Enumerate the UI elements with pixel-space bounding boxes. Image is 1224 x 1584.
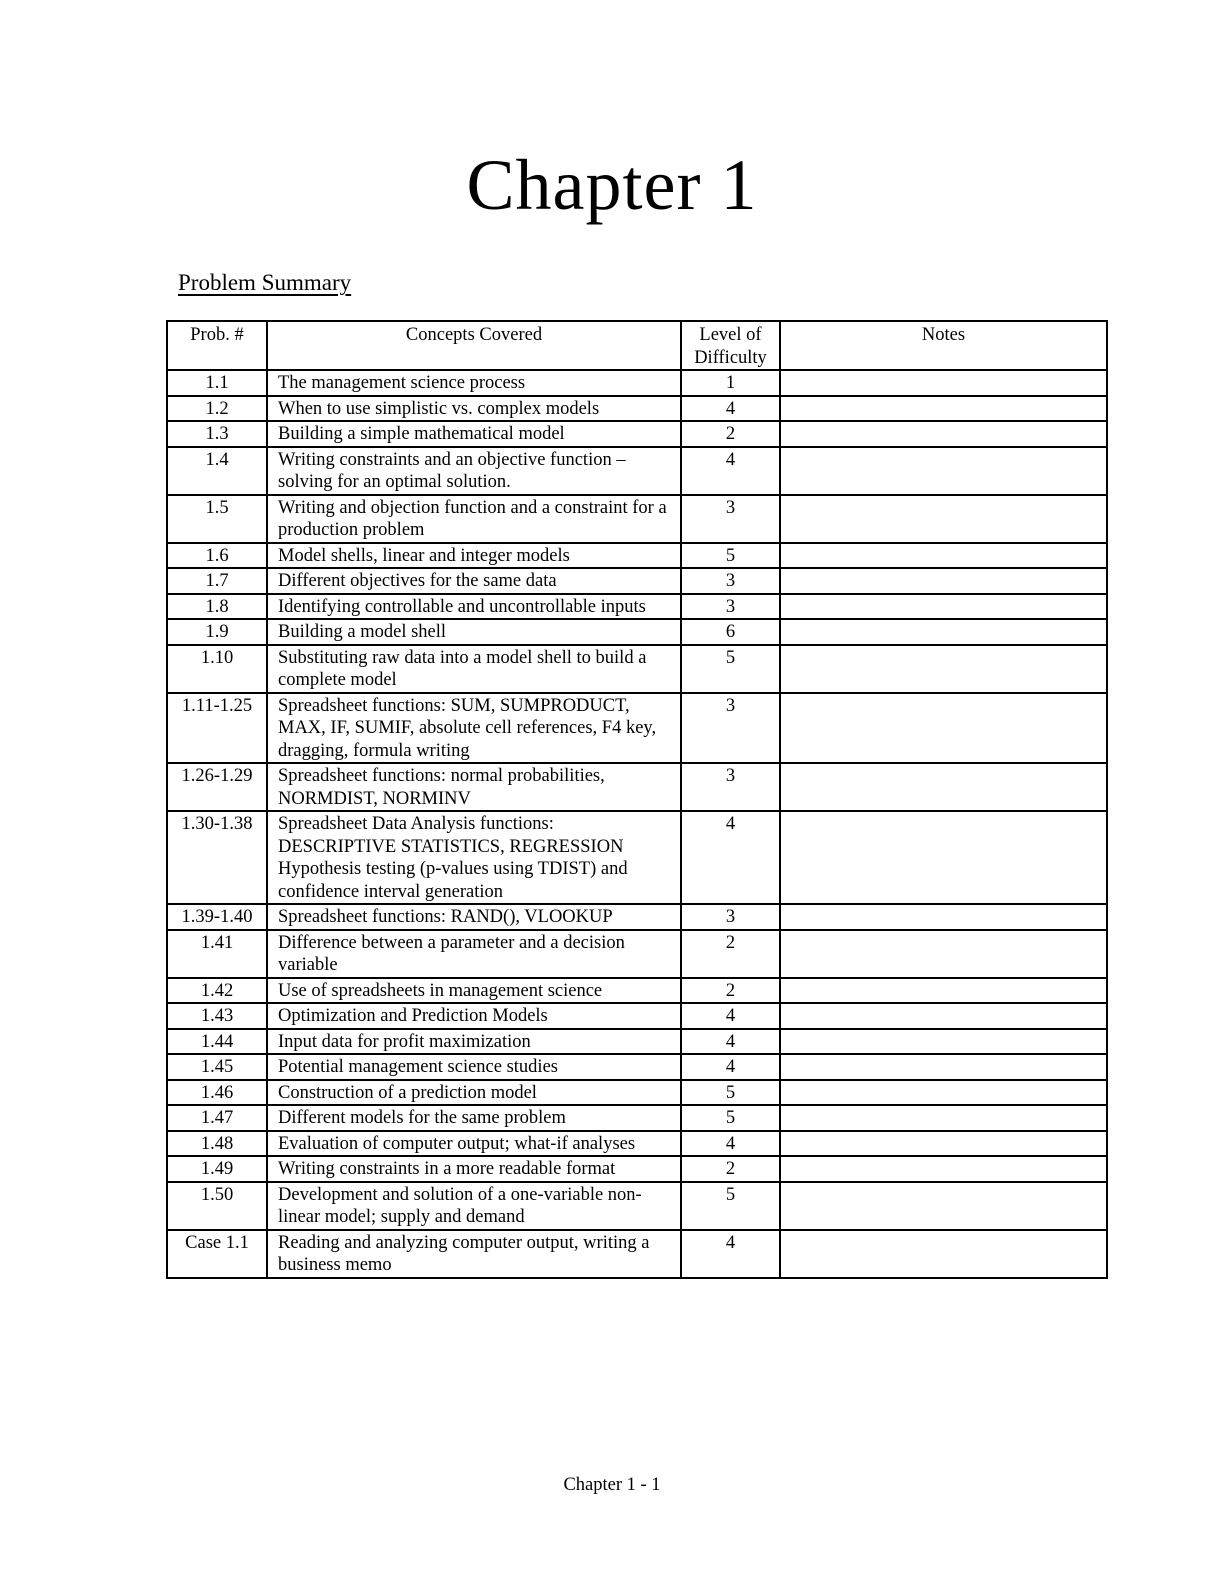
cell-concepts-covered: Building a model shell (267, 619, 681, 645)
cell-level-of-difficulty: 4 (681, 1029, 780, 1055)
cell-notes (780, 693, 1107, 764)
cell-level-of-difficulty: 4 (681, 811, 780, 904)
cell-concepts-covered: Optimization and Prediction Models (267, 1003, 681, 1029)
chapter-title: Chapter 1 (466, 145, 758, 225)
cell-notes (780, 568, 1107, 594)
cell-prob-number: 1.42 (167, 978, 267, 1004)
cell-notes (780, 811, 1107, 904)
table-row (167, 619, 1107, 645)
table-row (167, 1029, 1107, 1055)
cell-prob-number: 1.43 (167, 1003, 267, 1029)
cell-notes (780, 1182, 1107, 1230)
cell-prob-number: 1.8 (167, 594, 267, 620)
table-header (167, 321, 1107, 370)
cell-level-of-difficulty: 5 (681, 1080, 780, 1106)
cell-prob-number: 1.6 (167, 543, 267, 569)
table-row (167, 1054, 1107, 1080)
page-footer: Chapter 1 - 1 (563, 1475, 661, 1495)
table-row (167, 1080, 1107, 1106)
header-prob: Prob. # (167, 321, 267, 370)
table-row (167, 447, 1107, 495)
cell-prob-number: 1.46 (167, 1080, 267, 1106)
cell-notes (780, 396, 1107, 422)
header-level: Level of Difficulty (681, 321, 780, 370)
cell-level-of-difficulty: 5 (681, 645, 780, 693)
cell-notes (780, 619, 1107, 645)
table-row (167, 904, 1107, 930)
cell-concepts-covered: When to use simplistic vs. complex models (267, 396, 681, 422)
cell-notes (780, 978, 1107, 1004)
cell-notes (780, 1105, 1107, 1131)
cell-level-of-difficulty: 5 (681, 1182, 780, 1230)
cell-concepts-covered: Writing constraints in a more readable format (267, 1156, 681, 1182)
cell-level-of-difficulty: 4 (681, 396, 780, 422)
cell-level-of-difficulty: 2 (681, 421, 780, 447)
cell-concepts-covered: Identifying controllable and uncontrollable inputs (267, 594, 681, 620)
cell-prob-number: 1.47 (167, 1105, 267, 1131)
cell-notes (780, 1054, 1107, 1080)
cell-concepts-covered: Potential management science studies (267, 1054, 681, 1080)
cell-level-of-difficulty: 3 (681, 568, 780, 594)
table-row (167, 1230, 1107, 1278)
table-row (167, 421, 1107, 447)
cell-level-of-difficulty: 4 (681, 1131, 780, 1157)
cell-prob-number: 1.4 (167, 447, 267, 495)
cell-level-of-difficulty: 4 (681, 1003, 780, 1029)
cell-concepts-covered: Construction of a prediction model (267, 1080, 681, 1106)
cell-level-of-difficulty: 3 (681, 763, 780, 811)
cell-notes (780, 1156, 1107, 1182)
cell-prob-number: 1.5 (167, 495, 267, 543)
cell-prob-number: 1.11-1.25 (167, 693, 267, 764)
cell-concepts-covered: Evaluation of computer output; what-if analyses (267, 1131, 681, 1157)
cell-level-of-difficulty: 3 (681, 693, 780, 764)
cell-level-of-difficulty: 2 (681, 930, 780, 978)
cell-prob-number: 1.3 (167, 421, 267, 447)
cell-concepts-covered: Different objectives for the same data (267, 568, 681, 594)
cell-level-of-difficulty: 4 (681, 447, 780, 495)
table-row (167, 1131, 1107, 1157)
cell-level-of-difficulty: 4 (681, 1054, 780, 1080)
table-row (167, 978, 1107, 1004)
cell-notes (780, 930, 1107, 978)
header-row (167, 321, 1107, 370)
cell-level-of-difficulty: 5 (681, 543, 780, 569)
cell-notes (780, 1029, 1107, 1055)
cell-notes (780, 1131, 1107, 1157)
problem-summary-table (166, 320, 1108, 1279)
table-row (167, 594, 1107, 620)
cell-level-of-difficulty: 2 (681, 978, 780, 1004)
cell-prob-number: 1.45 (167, 1054, 267, 1080)
cell-level-of-difficulty: 6 (681, 619, 780, 645)
cell-concepts-covered: Use of spreadsheets in management science (267, 978, 681, 1004)
cell-concepts-covered: Writing constraints and an objective function – solving for an optimal solution. (267, 447, 681, 495)
cell-notes (780, 543, 1107, 569)
cell-prob-number: 1.44 (167, 1029, 267, 1055)
table-row (167, 543, 1107, 569)
cell-prob-number: 1.41 (167, 930, 267, 978)
cell-concepts-covered: Spreadsheet functions: SUM, SUMPRODUCT, MAX, IF, SUMIF, absolute cell references, F4 key, dragging, formula writing (267, 693, 681, 764)
cell-level-of-difficulty: 3 (681, 594, 780, 620)
cell-level-of-difficulty: 3 (681, 904, 780, 930)
cell-notes (780, 447, 1107, 495)
cell-notes (780, 1080, 1107, 1106)
cell-prob-number: 1.7 (167, 568, 267, 594)
cell-concepts-covered: Substituting raw data into a model shell to build a complete model (267, 645, 681, 693)
table-row (167, 763, 1107, 811)
table-row (167, 811, 1107, 904)
table-row (167, 1156, 1107, 1182)
cell-concepts-covered: Spreadsheet functions: normal probabilities, NORMDIST, NORMINV (267, 763, 681, 811)
cell-concepts-covered: Development and solution of a one-variable non-linear model; supply and demand (267, 1182, 681, 1230)
cell-notes (780, 645, 1107, 693)
cell-concepts-covered: The management science process (267, 370, 681, 396)
table-row (167, 396, 1107, 422)
cell-level-of-difficulty: 1 (681, 370, 780, 396)
cell-concepts-covered: Building a simple mathematical model (267, 421, 681, 447)
cell-level-of-difficulty: 4 (681, 1230, 780, 1278)
header-concepts: Concepts Covered (267, 321, 681, 370)
cell-notes (780, 495, 1107, 543)
table-row (167, 1182, 1107, 1230)
cell-concepts-covered: Reading and analyzing computer output, writing a business memo (267, 1230, 681, 1278)
cell-concepts-covered: Spreadsheet Data Analysis functions: DESCRIPTIVE STATISTICS, REGRESSION Hypothesis testing (p-values using TDIST) and confidence interval generation (267, 811, 681, 904)
cell-prob-number: 1.10 (167, 645, 267, 693)
cell-prob-number: 1.1 (167, 370, 267, 396)
cell-prob-number: 1.2 (167, 396, 267, 422)
cell-level-of-difficulty: 2 (681, 1156, 780, 1182)
cell-prob-number: 1.49 (167, 1156, 267, 1182)
table-row (167, 930, 1107, 978)
cell-notes (780, 1230, 1107, 1278)
table-row (167, 1105, 1107, 1131)
cell-level-of-difficulty: 3 (681, 495, 780, 543)
table-row (167, 1003, 1107, 1029)
header-notes: Notes (780, 321, 1107, 370)
cell-concepts-covered: Spreadsheet functions: RAND(), VLOOKUP (267, 904, 681, 930)
table-row (167, 693, 1107, 764)
cell-notes (780, 763, 1107, 811)
cell-concepts-covered: Writing and objection function and a constraint for a production problem (267, 495, 681, 543)
cell-prob-number: 1.9 (167, 619, 267, 645)
cell-prob-number: 1.30-1.38 (167, 811, 267, 904)
cell-concepts-covered: Different models for the same problem (267, 1105, 681, 1131)
cell-prob-number: Case 1.1 (167, 1230, 267, 1278)
cell-notes (780, 370, 1107, 396)
cell-notes (780, 1003, 1107, 1029)
cell-concepts-covered: Input data for profit maximization (267, 1029, 681, 1055)
table-row (167, 495, 1107, 543)
table-row (167, 568, 1107, 594)
cell-prob-number: 1.48 (167, 1131, 267, 1157)
cell-notes (780, 904, 1107, 930)
table-body (167, 370, 1107, 1278)
cell-prob-number: 1.26-1.29 (167, 763, 267, 811)
cell-level-of-difficulty: 5 (681, 1105, 780, 1131)
cell-notes (780, 594, 1107, 620)
cell-concepts-covered: Difference between a parameter and a decision variable (267, 930, 681, 978)
table-row (167, 645, 1107, 693)
section-heading: Problem Summary (178, 270, 352, 295)
cell-prob-number: 1.50 (167, 1182, 267, 1230)
table-row (167, 370, 1107, 396)
cell-concepts-covered: Model shells, linear and integer models (267, 543, 681, 569)
cell-prob-number: 1.39-1.40 (167, 904, 267, 930)
cell-notes (780, 421, 1107, 447)
